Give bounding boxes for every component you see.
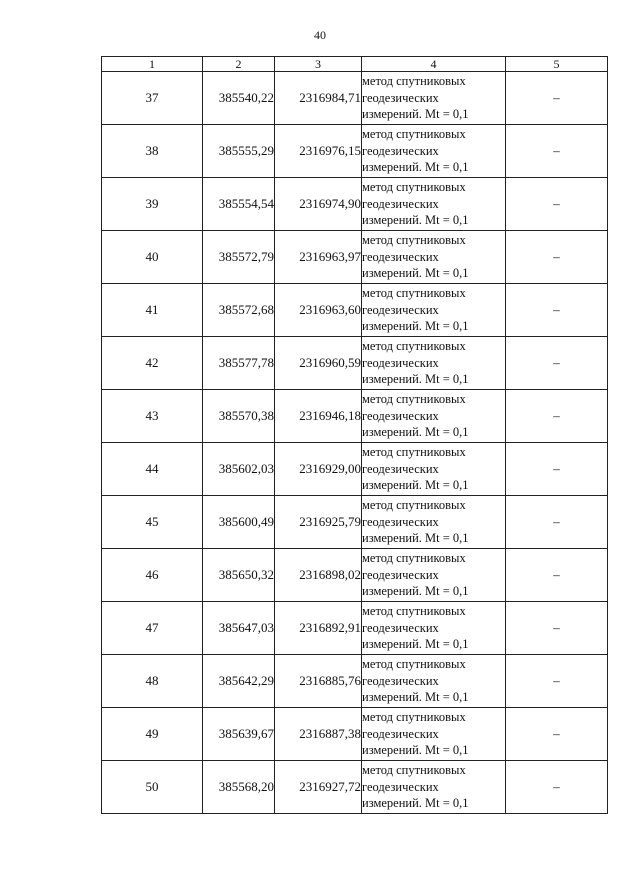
x-coordinate-cell: 385600,49 (203, 496, 275, 549)
column-header: 3 (275, 57, 362, 72)
table-row (102, 549, 608, 602)
method-line: метод спутниковых (362, 392, 466, 407)
point-number-cell: 45 (102, 496, 203, 549)
x-coordinate-cell: 385568,20 (203, 761, 275, 814)
y-coordinate-cell: 2316946,18 (275, 390, 362, 443)
method-line: метод спутниковых (362, 286, 466, 301)
note-cell: – (506, 443, 608, 496)
note-cell: – (506, 72, 608, 125)
y-coordinate-cell: 2316927,72 (275, 761, 362, 814)
note-cell: – (506, 337, 608, 390)
method-line: измерений. Mt = 0,1 (362, 107, 469, 122)
method-cell (362, 231, 506, 284)
x-coordinate-cell: 385577,78 (203, 337, 275, 390)
method-line: метод спутниковых (362, 604, 466, 619)
note-cell: – (506, 708, 608, 761)
method-line: измерений. Mt = 0,1 (362, 478, 469, 493)
method-line: метод спутниковых (362, 710, 466, 725)
table-row (102, 708, 608, 761)
method-line: геодезических (362, 726, 439, 741)
x-coordinate-cell: 385602,03 (203, 443, 275, 496)
header-row (102, 57, 608, 72)
method-line: метод спутниковых (362, 339, 466, 354)
method-cell (362, 443, 506, 496)
method-cell (362, 390, 506, 443)
method-line: измерений. Mt = 0,1 (362, 160, 469, 175)
point-number-cell: 44 (102, 443, 203, 496)
point-number-cell: 49 (102, 708, 203, 761)
y-coordinate-cell: 2316887,38 (275, 708, 362, 761)
y-coordinate-cell: 2316925,79 (275, 496, 362, 549)
note-cell: – (506, 178, 608, 231)
y-coordinate-cell: 2316974,90 (275, 178, 362, 231)
table-row (102, 443, 608, 496)
y-coordinate-cell: 2316963,60 (275, 284, 362, 337)
method-line: геодезических (362, 143, 439, 158)
method-line: измерений. Mt = 0,1 (362, 796, 469, 811)
y-coordinate-cell: 2316885,76 (275, 655, 362, 708)
note-cell: – (506, 496, 608, 549)
method-line: измерений. Mt = 0,1 (362, 743, 469, 758)
note-cell: – (506, 549, 608, 602)
method-line: геодезических (362, 355, 439, 370)
method-line: геодезических (362, 620, 439, 635)
point-number-cell: 39 (102, 178, 203, 231)
x-coordinate-cell: 385572,79 (203, 231, 275, 284)
note-cell: – (506, 602, 608, 655)
method-line: метод спутниковых (362, 551, 466, 566)
column-header: 4 (362, 57, 506, 72)
table-row (102, 72, 608, 125)
point-number-cell: 41 (102, 284, 203, 337)
table-row (102, 231, 608, 284)
column-header: 1 (102, 57, 203, 72)
note-cell: – (506, 125, 608, 178)
method-line: геодезических (362, 567, 439, 582)
method-line: метод спутниковых (362, 233, 466, 248)
method-line: геодезических (362, 196, 439, 211)
y-coordinate-cell: 2316960,59 (275, 337, 362, 390)
x-coordinate-cell: 385650,32 (203, 549, 275, 602)
table-body (102, 72, 608, 814)
method-line: измерений. Mt = 0,1 (362, 637, 469, 652)
x-coordinate-cell: 385540,22 (203, 72, 275, 125)
method-line: геодезических (362, 514, 439, 529)
point-number-cell: 50 (102, 761, 203, 814)
note-cell: – (506, 655, 608, 708)
method-line: метод спутниковых (362, 445, 466, 460)
table-row (102, 655, 608, 708)
method-cell (362, 602, 506, 655)
y-coordinate-cell: 2316898,02 (275, 549, 362, 602)
x-coordinate-cell: 385647,03 (203, 602, 275, 655)
method-cell (362, 496, 506, 549)
method-cell (362, 178, 506, 231)
table-row (102, 602, 608, 655)
method-cell (362, 284, 506, 337)
method-line: метод спутниковых (362, 763, 466, 778)
note-cell: – (506, 390, 608, 443)
table-row (102, 284, 608, 337)
method-cell (362, 72, 506, 125)
point-number-cell: 43 (102, 390, 203, 443)
point-number-cell: 40 (102, 231, 203, 284)
method-line: метод спутниковых (362, 180, 466, 195)
method-line: метод спутниковых (362, 657, 466, 672)
table-row (102, 178, 608, 231)
point-number-cell: 38 (102, 125, 203, 178)
table-row (102, 125, 608, 178)
method-line: измерений. Mt = 0,1 (362, 319, 469, 334)
method-cell (362, 708, 506, 761)
table-row (102, 496, 608, 549)
x-coordinate-cell: 385639,67 (203, 708, 275, 761)
y-coordinate-cell: 2316963,97 (275, 231, 362, 284)
method-cell (362, 549, 506, 602)
method-cell (362, 761, 506, 814)
note-cell: – (506, 761, 608, 814)
table-row (102, 337, 608, 390)
method-line: геодезических (362, 461, 439, 476)
column-header: 2 (203, 57, 275, 72)
method-line: измерений. Mt = 0,1 (362, 213, 469, 228)
point-number-cell: 47 (102, 602, 203, 655)
y-coordinate-cell: 2316984,71 (275, 72, 362, 125)
method-line: измерений. Mt = 0,1 (362, 266, 469, 281)
table-row (102, 761, 608, 814)
method-line: метод спутниковых (362, 74, 466, 89)
method-cell (362, 337, 506, 390)
method-line: геодезических (362, 779, 439, 794)
method-line: геодезических (362, 302, 439, 317)
point-number-cell: 48 (102, 655, 203, 708)
note-cell: – (506, 231, 608, 284)
table-row (102, 390, 608, 443)
x-coordinate-cell: 385642,29 (203, 655, 275, 708)
x-coordinate-cell: 385572,68 (203, 284, 275, 337)
method-cell (362, 125, 506, 178)
note-cell: – (506, 284, 608, 337)
method-line: геодезических (362, 673, 439, 688)
method-line: геодезических (362, 408, 439, 423)
point-number-cell: 46 (102, 549, 203, 602)
point-number-cell: 37 (102, 72, 203, 125)
method-line: измерений. Mt = 0,1 (362, 425, 469, 440)
method-line: метод спутниковых (362, 498, 466, 513)
column-header: 5 (506, 57, 608, 72)
x-coordinate-cell: 385555,29 (203, 125, 275, 178)
method-line: геодезических (362, 90, 439, 105)
method-line: метод спутниковых (362, 127, 466, 142)
y-coordinate-cell: 2316976,15 (275, 125, 362, 178)
coordinates-table (101, 56, 608, 814)
method-line: измерений. Mt = 0,1 (362, 584, 469, 599)
method-line: измерений. Mt = 0,1 (362, 690, 469, 705)
method-line: измерений. Mt = 0,1 (362, 531, 469, 546)
method-line: измерений. Mt = 0,1 (362, 372, 469, 387)
y-coordinate-cell: 2316892,91 (275, 602, 362, 655)
method-line: геодезических (362, 249, 439, 264)
method-cell (362, 655, 506, 708)
point-number-cell: 42 (102, 337, 203, 390)
page-number: 40 (314, 28, 326, 42)
y-coordinate-cell: 2316929,00 (275, 443, 362, 496)
x-coordinate-cell: 385570,38 (203, 390, 275, 443)
x-coordinate-cell: 385554,54 (203, 178, 275, 231)
